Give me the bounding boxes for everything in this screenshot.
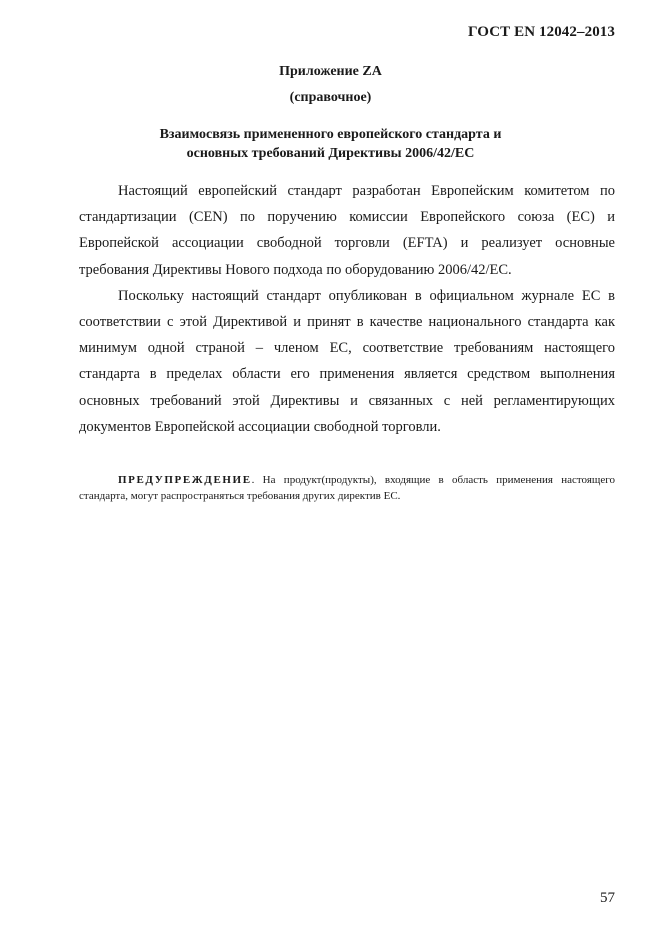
annex-subtitle: (справочное) (289, 90, 372, 105)
body-text (79, 178, 615, 440)
warning-label: ПРЕДУПРЕЖДЕНИЕ (118, 474, 252, 486)
body-paragraph-1: Настоящий европейский стандарт разработан Европейским комитетом по стандартизации (CEN) по поручению комиссии Европейского союза (ЕС) и Европейской ассоциации свободной торговли (EFTA) и реализует основные требования Директивы Нового подхода по оборудованию 2006/42/ЕС. (79, 183, 615, 278)
section-heading (0, 125, 661, 163)
warning-paragraph (79, 472, 615, 504)
page-number: 57 (600, 890, 615, 906)
section-heading-line-1: Взаимосвязь примененного европейского стандарта и (159, 127, 502, 142)
warning-note (79, 472, 615, 504)
section-heading-line-2: основных требований Директивы 2006/42/ЕС (186, 146, 475, 161)
standard-code-header: ГОСТ EN 12042–2013 (468, 24, 615, 40)
annex-title: Приложение ZA (279, 64, 382, 79)
body-paragraph-2: Поскольку настоящий стандарт опубликован в официальном журнале ЕС в соответствии с этой Директивой и принят в качестве национального стандарта как минимум одной страной – членом ЕС, соответствие требованиям настоящего стандарта в пределах области его применения является средством выполнения основных требований этой Директивы и связанных с ней регламентирующих документов Европейской ассоциации свободной торговли. (79, 287, 615, 435)
warning-text: . На продукт(продукты), входящие в область применения настоящего стандарта, могут распространяться требования других директив ЕС. (79, 474, 615, 502)
